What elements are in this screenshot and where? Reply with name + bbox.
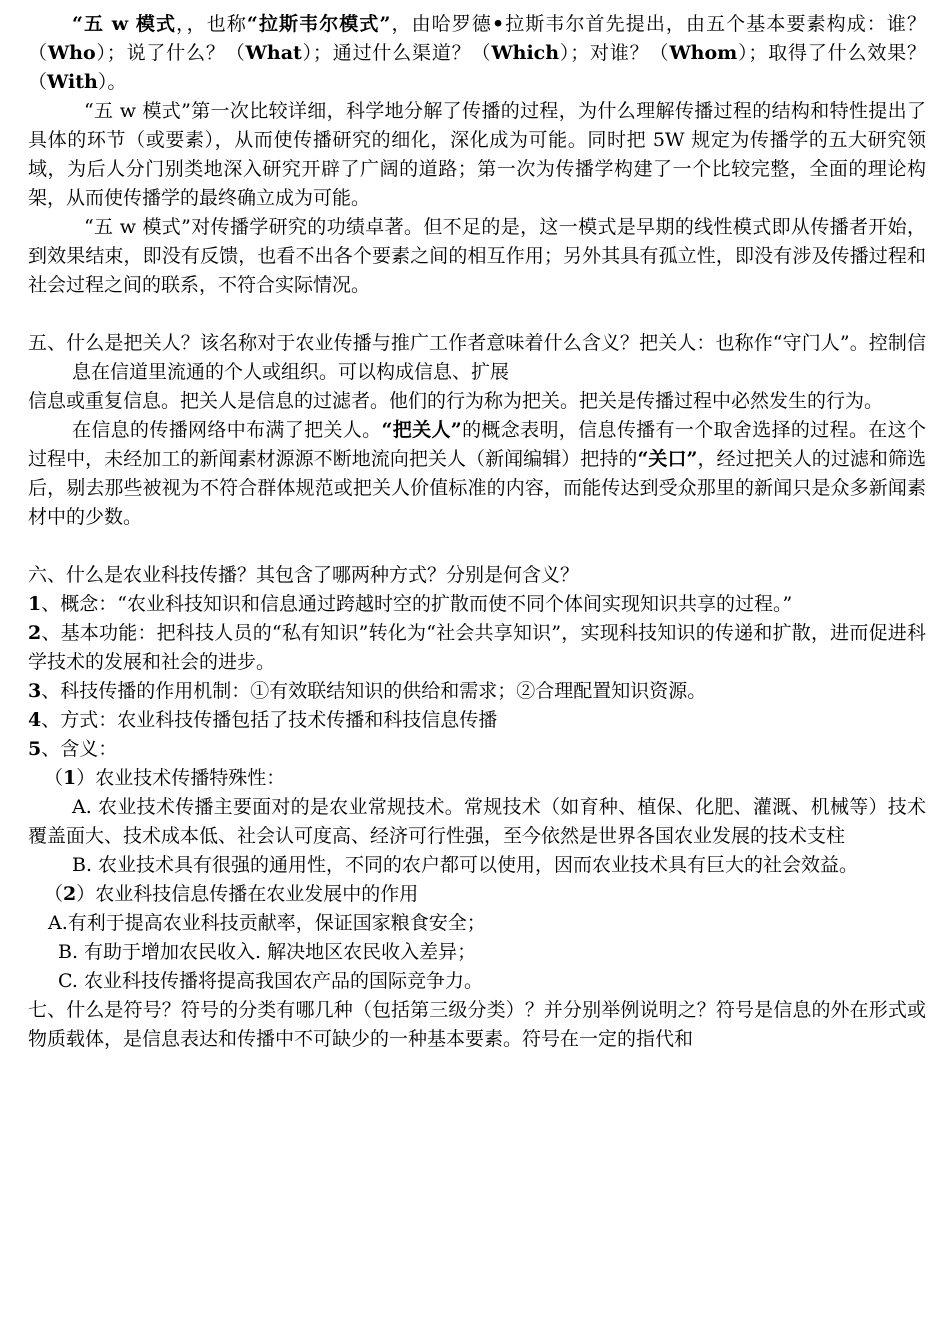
document-page — [28, 10, 926, 1054]
tech-diffusion-point-a: A. 农业技术传播主要面对的是农业常规技术。常规技术（如育种、植保、化肥、灌溉、机械等）技术覆盖面大、技术成本低、社会认可度高、经济可行性强，至今依然是世界各国农业发展的技术支柱 — [28, 796, 926, 847]
list-item-text: 、方式：农业科技传播包括了技术传播和科技信息传播 — [41, 709, 498, 731]
list-number: 5 — [28, 738, 42, 760]
text-span: ）；取得了什么效果？（ — [28, 42, 926, 93]
text-span: ）；对谁？（ — [559, 42, 670, 64]
info-diffusion-point-a: A.有利于提高农业科技贡献率，保证国家粮食安全； — [48, 912, 486, 934]
text-span: 在信息的传播网络中布满了把关人。 — [72, 419, 382, 441]
with-term: With — [47, 71, 98, 93]
five-w-intro-paragraph — [28, 10, 926, 97]
question-six-heading: 六、什么是农业科技传播？其包含了哪两种方式？分别是何含义？ — [28, 564, 580, 586]
gatekeeper-paragraph — [28, 416, 926, 532]
info-diffusion-point-b: B. 有助于增加农民收入. 解决地区农民收入差异； — [58, 941, 477, 963]
text-span: 拉斯韦尔首先提出，由五个基本要素构成：谁？（ — [28, 13, 926, 64]
list-number: 1 — [28, 593, 42, 615]
list-item-text: 、含义： — [41, 738, 118, 760]
text-span: ）农业技术传播特殊性： — [76, 767, 286, 789]
list-item-text: 、概念：“农业科技知识和信息通过跨越时空的扩散而使不同个体间实现知识共享的过程。” — [41, 593, 793, 615]
who-term: Who — [47, 42, 96, 64]
whom-term: Whom — [669, 42, 738, 64]
text-span: ）。 — [97, 71, 127, 93]
text-span: ）农业科技信息传播在农业发展中的作用 — [76, 883, 419, 905]
list-number: 4 — [28, 709, 42, 731]
question-five-heading: 五、什么是把关人？该名称对于农业传播与推广工作者意味着什么含义？把关人：也称作“守门人”。控制信息在信道里流通的个人或组织。可以构成信息、扩展 — [28, 332, 926, 383]
text-span: ，经过把关人的过滤和筛选后，剔去那些被视为不符合群体规范或把关人价值标准的内容，而能传达到受众那里的新闻只是众多新闻素材中的少数。 — [28, 448, 926, 528]
info-diffusion-point-c: C. 农业科技传播将提高我国农产品的国际竞争力。 — [58, 970, 483, 992]
paragraph-spacer — [28, 300, 926, 329]
subheading-tech-diffusion — [28, 764, 926, 793]
text-span: 的概念表明，信息传播有一个取舍选择的过程。在这个过程中，未经加工的新闻素材源源不断地流向把关人（新闻编辑）把持的 — [28, 419, 926, 470]
lasswell-term: “拉斯韦尔模式” — [246, 13, 391, 35]
five-w-significance-paragraph: “五 w 模式”第一次比较详细，科学地分解了传播的过程，为什么理解传播过程的结构和特性提出了具体的环节（或要素），从而使传播研究的细化，深化成为可能。同时把 5W 规定为传播学的五大研究领域，为后人分门别类地深入研究开辟了广阔的道路；第一次为传播学构建了一个比较完整，全面的理论构架，从而使传播学的最终确立成为可能。 — [28, 100, 926, 209]
list-item-function — [28, 619, 926, 677]
sub-number: 1 — [63, 767, 77, 789]
five-w-limitations-paragraph: “五 w 模式”对传播学研究的功绩卓著。但不足的是，这一模式是早期的线性模式即从传播者开始，到效果结束，即没有反馈，也看不出各个要素之间的相互作用；另外其具有孤立性，即没有涉及传播过程和社会过程之间的联系，不符合实际情况。 — [28, 216, 926, 296]
tech-diffusion-point-b: B. 农业技术具有很强的通用性，不同的农户都可以使用，因而农业技术具有巨大的社会效益。 — [72, 854, 859, 876]
sub-number: 2 — [63, 883, 77, 905]
text-span: ，，也称 — [176, 13, 247, 35]
what-term: What — [245, 42, 302, 64]
gatekeeper-term: “把关人” — [381, 419, 462, 441]
list-number: 2 — [28, 622, 42, 644]
question-seven-heading: 七、什么是符号？符号的分类有哪几种（包括第三级分类）？并分别举例说明之？符号是信息的外在形式或物质载体，是信息表达和传播中不可缺少的一种基本要素。符号在一定的指代和 — [28, 999, 926, 1050]
text-span: ）；通过什么渠道？（ — [301, 42, 492, 64]
subheading-info-diffusion — [28, 880, 926, 909]
text-span: （ — [44, 767, 64, 789]
list-item-text: 、科技传播的作用机制：①有效联结知识的供给和需求；②合理配置知识资源。 — [41, 680, 707, 702]
paragraph-spacer — [28, 532, 926, 561]
checkpoint-term: “关口” — [637, 448, 698, 470]
five-w-term: “五 w 模式 — [72, 13, 177, 35]
list-number: 3 — [28, 680, 42, 702]
text-span: ）；说了什么？（ — [95, 42, 246, 64]
list-item-meaning — [28, 735, 926, 764]
list-item-mechanism — [28, 677, 926, 706]
text-span: （ — [44, 883, 64, 905]
list-item-methods — [28, 706, 926, 735]
which-term: Which — [491, 42, 560, 64]
text-span: • — [491, 13, 505, 35]
list-item-text: 、基本功能：把科技人员的“私有知识”转化为“社会共享知识”，实现科技知识的传递和扩散，进而促进科学技术的发展和社会的进步。 — [28, 622, 926, 673]
list-item-concept — [28, 590, 926, 619]
question-five-continuation: 信息或重复信息。把关人是信息的过滤者。他们的行为称为把关。把关是传播过程中必然发生的行为。 — [28, 390, 884, 412]
text-span: ，由哈罗德 — [390, 13, 492, 35]
